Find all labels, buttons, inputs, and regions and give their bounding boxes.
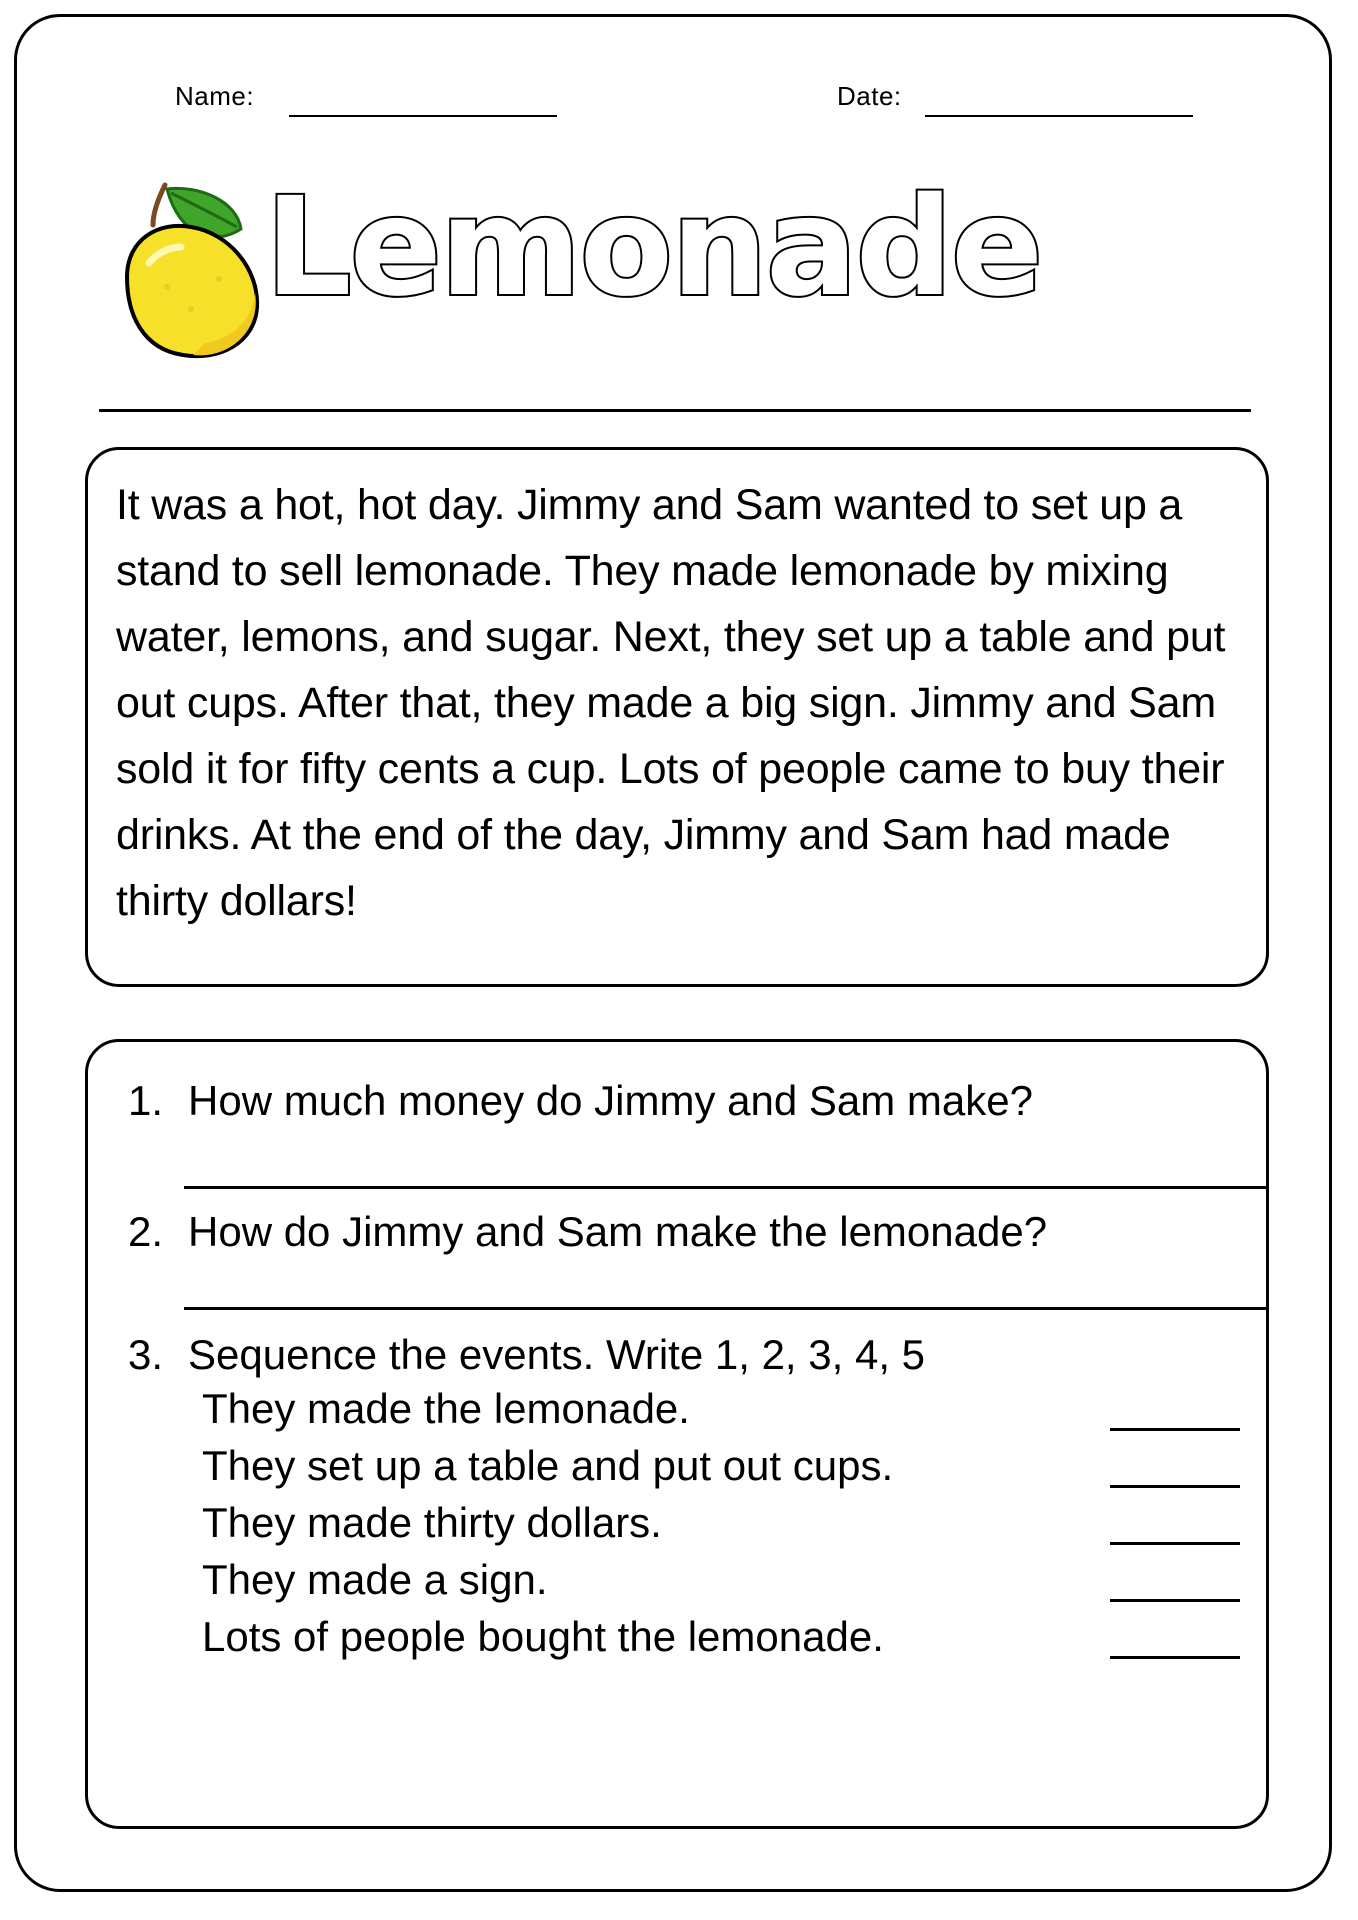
question-3-number: 3. — [128, 1331, 164, 1378]
title-row — [17, 157, 1329, 377]
list-item — [202, 1551, 1240, 1608]
worksheet-page — [14, 14, 1332, 1892]
date-input-line[interactable] — [925, 115, 1193, 117]
sequence-item-label: They made thirty dollars. — [202, 1499, 662, 1546]
sequence-answer-blank[interactable] — [1110, 1616, 1240, 1659]
page-title: Lemonade — [265, 169, 1042, 327]
list-item — [202, 1608, 1240, 1665]
question-2-text: How do Jimmy and Sam make the lemonade? — [188, 1208, 1048, 1255]
sequence-answer-blank[interactable] — [1110, 1388, 1240, 1431]
answer-line-2[interactable] — [184, 1307, 1266, 1310]
sequence-answer-blank[interactable] — [1110, 1559, 1240, 1602]
name-input-line[interactable] — [289, 115, 557, 117]
date-label: Date: — [837, 81, 902, 111]
lemon-icon — [87, 167, 277, 367]
question-3 — [114, 1326, 1240, 1384]
question-1-number: 1. — [128, 1077, 164, 1124]
answer-line-1[interactable] — [184, 1186, 1266, 1189]
question-3-text: Sequence the events. Write 1, 2, 3, 4, 5 — [188, 1331, 926, 1378]
title-divider — [99, 409, 1251, 412]
sequence-item-label: They made the lemonade. — [202, 1385, 690, 1432]
list-item — [202, 1437, 1240, 1494]
question-2 — [114, 1203, 1240, 1261]
sequence-item-label: They made a sign. — [202, 1556, 548, 1603]
question-2-number: 2. — [128, 1208, 164, 1255]
questions-box — [85, 1039, 1269, 1829]
passage-text: It was a hot, hot day. Jimmy and Sam wanted to set up a stand to sell lemonade. They made lemonade by mixing water, lemons, and sugar. Next, they set up a table and put out cups. After that, they made a big sign. Jimmy and Sam sold it for fifty cents a cup. Lots of people came to buy their drinks. At the end of the day, Jimmy and Sam had made thirty dollars! — [116, 481, 1226, 925]
list-item — [202, 1380, 1240, 1437]
name-label: Name: — [175, 81, 255, 111]
question-1-text: How much money do Jimmy and Sam make? — [188, 1077, 1033, 1124]
sequence-answer-blank[interactable] — [1110, 1445, 1240, 1488]
passage-box — [85, 447, 1269, 987]
name-date-row — [17, 77, 1329, 125]
question-1 — [114, 1072, 1240, 1130]
sequence-answer-blank[interactable] — [1110, 1502, 1240, 1545]
sequence-item-label: They set up a table and put out cups. — [202, 1442, 894, 1489]
sequence-list — [202, 1380, 1240, 1665]
sequence-item-label: Lots of people bought the lemonade. — [202, 1613, 884, 1660]
list-item — [202, 1494, 1240, 1551]
